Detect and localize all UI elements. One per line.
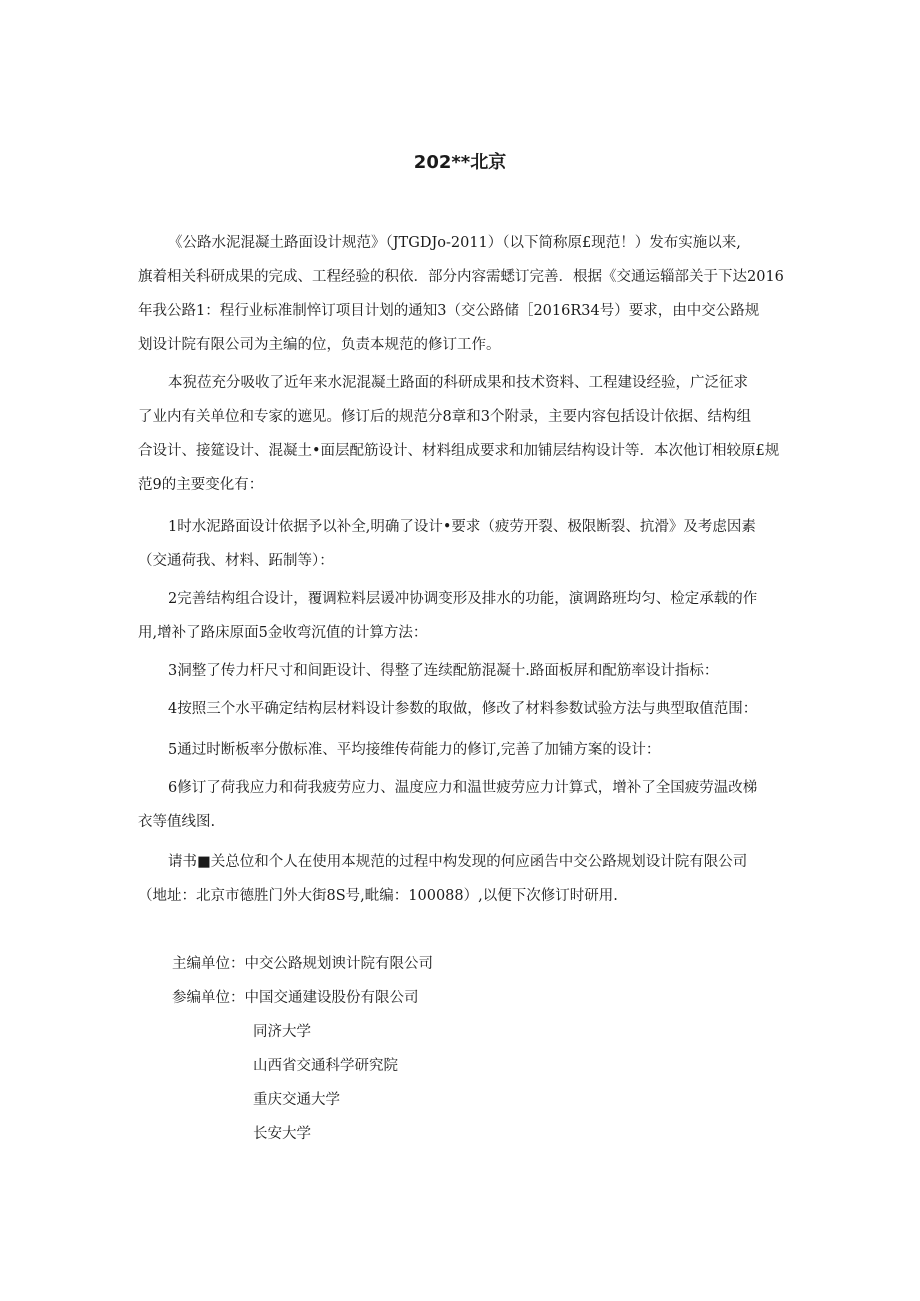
text-line: 范9的主要变化有： — [138, 477, 264, 493]
participant-unit: 同济大学 — [253, 1024, 311, 1040]
text-line: 用,增补了路床原面5金收弯沉值的计算方法： — [138, 625, 428, 641]
participant-unit: 长安大学 — [253, 1126, 311, 1142]
text-line: 《公路水泥混凝土路面设计规范》（JTGDJo-2011）（以下简称原£现范！）发布实施以来, — [168, 235, 741, 251]
text-line: 3洞整了传力杆尺寸和间距设计、得整了连续配筋混凝十.路面板屏和配筋率设计指标： — [168, 663, 719, 679]
chief-editor-unit: 中交公路规划谀计院有限公司 — [244, 956, 433, 972]
text-line: 旗着相关科研成果的完成、工程经验的积依．部分内容需蟋订完善．根据《交通运辎部关于下达2016 — [138, 269, 784, 285]
change-item-4 — [138, 692, 792, 726]
chief-editor-label: 主编单位： — [172, 956, 245, 972]
text-line: 5通过时断板率分傲标准、平均接维传荷能力的修订,完善了加铺方案的设计： — [168, 742, 661, 758]
text-line: 衣等值线图. — [138, 814, 216, 830]
text-line: 了业内有关单位和专家的遮见。修订后的规范分8章和3个附录，主要内容包括设计依据、结构组 — [138, 409, 751, 425]
text-line: 划设计院有限公司为主编的位，负责本规范的修订工作。 — [138, 337, 501, 353]
participant-unit: 山西省交通科学研究院 — [253, 1058, 398, 1074]
participant-unit: 中国交通建设股份有限公司 — [244, 990, 419, 1006]
change-item-2 — [138, 582, 792, 650]
text-line: 6修订了荷我应力和荷我疲劳应力、温度应力和温世疲劳应力计算式，增补了全国疲劳温改梯 — [168, 780, 758, 796]
change-item-3 — [138, 654, 792, 688]
change-item-6 — [138, 771, 792, 839]
text-line: 请书■关总位和个人在使用本规范的过程中构发现的何应函告中交公路规划设计院有限公司 — [168, 854, 748, 870]
text-line: （地址：北京市德胜门外大街8S号,毗编：100088）,以便下次修订时研用. — [138, 888, 618, 904]
text-line: 本猊莅充分吸收了近年来水泥混凝土路面的科研成果和技术资料、工程建设经验，广泛征求 — [168, 375, 748, 391]
paragraph-intro — [138, 226, 792, 362]
text-line: 4按照三个水平确定结构层材料设计参数的取做，修改了材料参数试验方法与典型取值范围： — [168, 701, 758, 717]
text-line: 2完善结构组合设计，覆调粒料层谖冲协调变形及排水的功能，演调路班均匀、检定承载的作 — [168, 591, 758, 607]
text-line: 年我公路1：程行业标准制悴订项目计划的通知3（交公路储［2016R34号）要求，由中交公路规 — [138, 303, 760, 319]
participant-unit: 重庆交通大学 — [253, 1092, 340, 1108]
text-line: 合设计、接筵设计、混凝土•面层配筋设计、材料组成要求和加铺层结构设计等．本次他订相较原£规 — [138, 443, 780, 459]
page-title: 202**北京 — [413, 152, 507, 173]
text-line: 1时水泥路面设计依据予以补全,明确了设计•要求（疲劳开裂、极限断裂、抗滑》及考虑因素 — [168, 519, 756, 535]
paragraph-feedback — [138, 845, 792, 913]
chief-editor-line — [172, 954, 433, 974]
participant-label: 参编单位： — [172, 990, 245, 1006]
paragraph-revision-summary — [138, 366, 792, 502]
text-line: （交通荷我、材料、跖制等）： — [138, 553, 334, 569]
change-item-5 — [138, 733, 792, 767]
change-item-1 — [138, 510, 792, 578]
participant-line — [172, 988, 419, 1008]
